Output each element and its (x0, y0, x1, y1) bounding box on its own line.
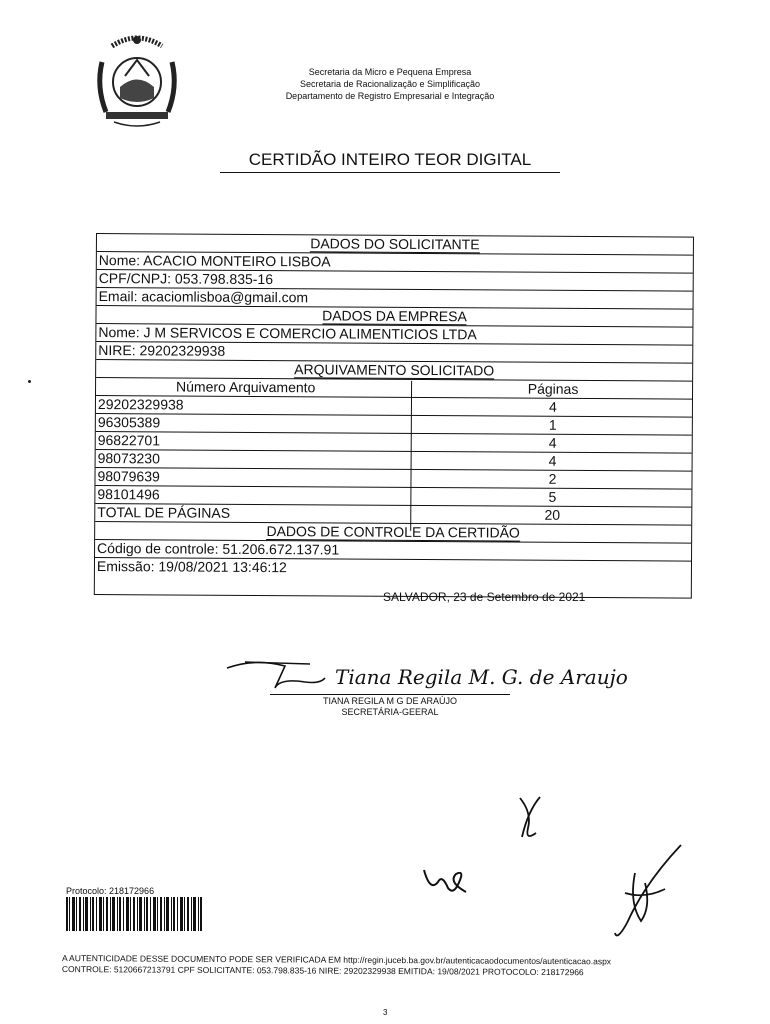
signer-name: TIANA REGILA M G DE ARAÚJO (270, 694, 510, 707)
certificate-table (94, 233, 694, 599)
table-row: 98073230 4 (96, 450, 692, 472)
margin-dot (28, 380, 31, 383)
protocol-label: Protocolo: 218172966 (66, 886, 155, 896)
initials-rubric-icon (510, 793, 550, 843)
table-row: 98101496 5 (95, 486, 691, 508)
initials-rubric-icon (420, 862, 470, 900)
place-and-date: SALVADOR, 23 de Setembro de 2021 (383, 590, 586, 604)
table-row: 96822701 4 (96, 432, 692, 454)
solicitante-email: Email: acaciomlisboa@gmail.com (97, 288, 693, 310)
signer-block (270, 694, 510, 718)
document-title: CERTIDÃO INTEIRO TEOR DIGITAL (220, 150, 560, 173)
solicitante-cpf: CPF/CNPJ: 053.798.835-16 (97, 270, 693, 292)
header-line-1: Secretaria da Micro e Pequena Empresa (308, 67, 472, 77)
col-numero-header: Número Arquivamento (176, 378, 316, 396)
solicitante-nome: Nome: ACACIO MONTEIRO LISBOA (97, 252, 693, 274)
barcode-icon (66, 897, 202, 931)
arquivamento-heading: ARQUIVAMENTO SOLICITADO (96, 360, 692, 382)
empresa-nome: Nome: J M SERVICOS E COMERCIO ALIMENTICIOS LTDA (96, 324, 692, 346)
col-paginas-header: Páginas (527, 380, 579, 397)
authenticity-footer (62, 953, 712, 979)
controle-emissao: Emissão: 19/08/2021 13:46:12 (96, 558, 287, 576)
controle-codigo: Código de controle: 51.206.672.137.91 (95, 540, 691, 562)
solicitante-heading: DADOS DO SOLICITANTE (97, 234, 693, 256)
signature-script: Tiana Regila M. G. de Araujo (335, 665, 628, 689)
controle-heading: DADOS DE CONTROLE DA CERTIDÃO (95, 522, 691, 544)
header-line-3: Departamento de Registro Empresarial e Integração (285, 91, 495, 101)
empresa-heading: DADOS DA EMPRESA (96, 306, 692, 328)
initials-rubric-icon (605, 843, 685, 943)
total-row: TOTAL DE PÁGINAS 20 (95, 504, 691, 526)
state-coat-of-arms-icon (92, 32, 182, 130)
table-row: 96305389 1 (96, 414, 692, 436)
table-row: 29202329938 4 (96, 396, 692, 418)
footer-line-1: A AUTENTICIDADE DESSE DOCUMENTO PODE SER VERIFICADA EM http://regin.juceb.ba.gov.br/autenticacaodocumentos/autenticacao.aspx (61, 953, 612, 967)
footer-line-2: CONTROLE: 5120667213791 CPF SOLICITANTE: 053.798.835-16 NIRE: 29202329938 EMITIDA: 19/08/2021 PROTOCOLO: 218172966 (61, 963, 584, 978)
empresa-nire: NIRE: 29202329938 (96, 342, 692, 364)
header-line-2: Secretaria de Racionalização e Simplificação (299, 79, 481, 89)
table-row: 98079639 2 (95, 468, 691, 490)
handwritten-signature (225, 648, 628, 698)
signer-role: SECRETÁRIA-GEERAL (341, 707, 439, 717)
page-number: 3 (383, 1008, 388, 1017)
